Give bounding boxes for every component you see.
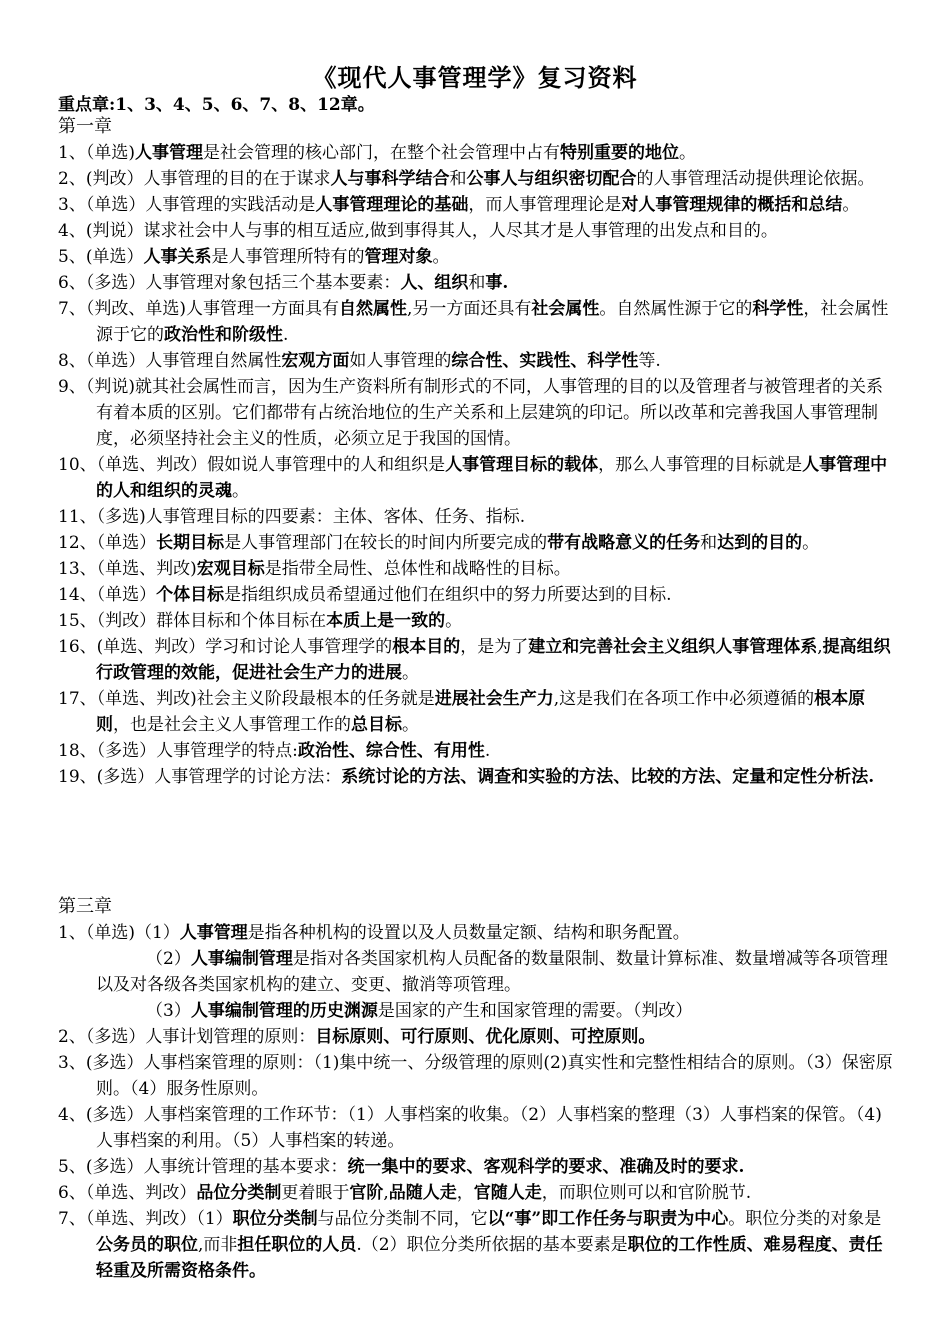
bold-key-term: 人、组织 xyxy=(400,273,469,293)
bold-key-term: 自然属性 xyxy=(338,299,407,319)
item-text: 10、（单选、判改）假如说人事管理中的人和组织是 xyxy=(58,455,446,475)
item-text: ,另一方面还具有 xyxy=(406,299,532,319)
bold-key-term: 人事管理目标的载体 xyxy=(445,455,599,475)
item-text: 5、(多选）人事统计管理的基本要求： xyxy=(58,1157,348,1177)
item-text: , xyxy=(383,1183,389,1203)
bold-key-term: 人与事科学结合 xyxy=(330,169,450,189)
review-item xyxy=(58,686,898,738)
item-text: 。职位分类的对象是 xyxy=(728,1209,882,1229)
bold-key-term: 以“事”即工作任务与职责为中心 xyxy=(487,1209,729,1229)
item-text: 是指带全局性、总体性和战略性的目标。 xyxy=(264,559,571,579)
review-item xyxy=(58,582,898,608)
review-item xyxy=(58,504,898,530)
item-text: 。 xyxy=(402,715,419,735)
bold-key-term: 人事管理 xyxy=(179,923,248,943)
item-text: 1、（单选) xyxy=(58,143,135,163)
review-item xyxy=(58,1206,898,1284)
item-text: , xyxy=(817,637,823,657)
chapter-3-items xyxy=(58,920,898,1284)
item-text: 2、（多选）人事计划管理的原则： xyxy=(58,1027,316,1047)
document-title: 《现代人事管理学》复习资料 xyxy=(312,63,638,92)
item-text: ，社会属性源于它的 xyxy=(96,299,889,345)
review-item xyxy=(58,530,898,556)
review-item xyxy=(58,920,898,946)
review-sub-item xyxy=(58,946,898,998)
item-text: 16、(单选、判改）学习和讨论人事管理学的 xyxy=(58,637,393,657)
bold-key-term: 建立和完善社会主义组织人事管理体系 xyxy=(528,637,818,657)
item-text: ，而人事管理理论是 xyxy=(468,195,622,215)
review-item xyxy=(58,166,898,192)
review-item xyxy=(58,1154,898,1180)
review-item xyxy=(58,1102,898,1154)
item-text: ，也是社会主义人事管理工作的 xyxy=(113,715,351,735)
bold-key-term: 人事编制管理 xyxy=(190,949,293,969)
bold-key-term: 公务员的职位 xyxy=(96,1235,198,1255)
item-text: 是指对各类国家机构人员配备的数量限制、数量计算标准、数量增减等各项管理以及对各级各类国家机构的建立、变更、撤消等项管理。 xyxy=(96,949,888,995)
item-text: 。 xyxy=(402,663,419,683)
item-text: 。 xyxy=(445,611,463,631)
bold-key-term: 政治性和阶级性 xyxy=(164,325,283,345)
review-item xyxy=(58,374,898,452)
review-item xyxy=(58,140,898,166)
item-text: 2、(判改）人事管理的目的在于谋求 xyxy=(58,169,331,189)
item-text: 3、（单选）人事管理的实践活动是 xyxy=(58,195,316,215)
item-text: 8、（单选）人事管理自然属性 xyxy=(58,351,282,371)
review-item xyxy=(58,218,898,244)
bold-key-term: 社会属性 xyxy=(531,299,600,319)
item-text: . xyxy=(283,325,289,345)
item-text: 1、（单选)（1） xyxy=(58,923,180,943)
review-sub-item xyxy=(58,998,898,1024)
item-text: 。 xyxy=(232,481,249,501)
bold-key-term: 人事编制管理的历史渊源 xyxy=(190,1001,378,1021)
bold-key-term: 目标原则、可行原则、优化原则、可控原则。 xyxy=(315,1027,656,1047)
item-text: 18、（多选）人事管理学的特点: xyxy=(58,741,298,761)
item-text: 12、（单选） xyxy=(58,533,157,553)
review-item xyxy=(58,1050,898,1102)
item-text: 等. xyxy=(638,351,661,371)
chapter-1-items xyxy=(58,140,898,790)
bold-key-term: 宏观目标 xyxy=(196,559,265,579)
bold-key-term: 品位分类制 xyxy=(196,1183,282,1203)
item-text: 是国家的产生和国家管理的需要。（判改） xyxy=(377,1001,693,1021)
bold-key-term: 总目标 xyxy=(351,715,402,735)
bold-key-term: 提高组织行政管理的效能，促进社会生产力的进展 xyxy=(96,637,891,683)
bold-key-term: 人事关系 xyxy=(143,247,212,267)
item-text: 是人事管理所特有的 xyxy=(211,247,365,267)
item-text: 7、（单选、判改）（1） xyxy=(58,1209,233,1229)
item-text: ，而职位则可以和官阶脱节. xyxy=(541,1183,752,1203)
review-item xyxy=(58,244,898,270)
item-text: .（2）职位分类所依据的基本要素是 xyxy=(356,1235,628,1255)
item-text: 3、(多选）人事档案管理的原则：（1)集中统一、分级管理的原则(2)真实性和完整性相结合的原则。（3）保密原则。（4）服务性原则。 xyxy=(58,1053,893,1099)
review-item xyxy=(58,738,898,764)
item-text: 6、（多选）人事管理对象包括三个基本要素： xyxy=(58,273,401,293)
bold-key-term: 官阶 xyxy=(349,1183,384,1203)
bold-key-term: 个体目标 xyxy=(156,585,225,605)
item-text: 是指组织成员希望通过他们在组织中的努力所要达到的目标. xyxy=(224,585,672,605)
item-text: 。 xyxy=(842,195,860,215)
review-item xyxy=(58,634,898,686)
bold-key-term: 本质上是一致的 xyxy=(326,611,446,631)
item-text: 15、（判改）群体目标和个体目标在 xyxy=(58,611,327,631)
item-text: 17、（单选、判改)社会主义阶段最根本的任务就是 xyxy=(58,689,435,709)
bold-key-term: 宏观方面 xyxy=(281,351,350,371)
bold-key-term: 管理对象 xyxy=(364,247,433,267)
bold-key-term: 品随人走 xyxy=(388,1183,457,1203)
item-text: 6、（单选、判改） xyxy=(58,1183,197,1203)
item-text: 19、(多选）人事管理学的讨论方法： xyxy=(58,767,342,787)
review-item xyxy=(58,764,898,790)
item-text: 更着眼于 xyxy=(281,1183,350,1203)
bold-key-term: 带有战略意义的任务 xyxy=(547,533,701,553)
item-text: 5、(单选） xyxy=(58,247,144,267)
bold-key-term: 担任职位的人员 xyxy=(237,1235,357,1255)
item-text: 7、（判改、单选)人事管理一方面具有 xyxy=(58,299,339,319)
item-text: 4、(判说）谋求社会中人与事的相互适应,做到事得其人，人尽其才是人事管理的出发点和目的。 xyxy=(58,221,778,241)
item-text: ，那么人事管理的目标就是 xyxy=(598,455,803,475)
key-chapters-note: 重点章:1、3、4、5、6、7、8、12章。 xyxy=(58,95,375,115)
bold-key-term: 综合性、实践性、科学性 xyxy=(451,351,639,371)
item-text: 11、（多选)人事管理目标的四要素：主体、客体、任务、指标. xyxy=(58,507,526,527)
review-item xyxy=(58,452,898,504)
chapter-heading: 第一章 xyxy=(58,116,112,137)
item-text: 是指各种机构的设置以及人员数量定额、结构和职务配置。 xyxy=(247,923,690,943)
review-item xyxy=(58,1024,898,1050)
bold-key-term: 人事管理理论的基础 xyxy=(315,195,469,215)
bold-key-term: 进展社会生产力 xyxy=(434,689,554,709)
item-text: 。 xyxy=(802,533,820,553)
item-text: 。 xyxy=(432,247,450,267)
item-text: 是人事管理部门在较长的时间内所要完成的 xyxy=(224,533,548,553)
bold-key-term: 达到的目的 xyxy=(717,533,803,553)
item-text: ,这是我们在各项工作中必须遵循的 xyxy=(553,689,815,709)
item-text: 和 xyxy=(700,533,718,553)
bold-key-term: 长期目标 xyxy=(156,533,225,553)
bold-key-term: 事. xyxy=(485,273,509,293)
item-text: 13、（单选、判改) xyxy=(58,559,197,579)
item-text: ,而非 xyxy=(198,1235,238,1255)
bold-key-term: 根本原则 xyxy=(96,689,866,735)
item-text: 14、（单选） xyxy=(58,585,157,605)
bold-key-term: 科学性 xyxy=(752,299,804,319)
bold-key-term: 职位的工作性质、难易程度、责任轻重及所需资格条件。 xyxy=(96,1235,883,1281)
review-item xyxy=(58,1180,898,1206)
item-text: ，是为了 xyxy=(460,637,529,657)
item-text: 。自然属性源于它的 xyxy=(599,299,753,319)
bold-key-term: 根本目的 xyxy=(392,637,461,657)
review-item xyxy=(58,348,898,374)
item-text: 的人事管理活动提供理论依据。 xyxy=(636,169,875,189)
bold-key-term: 人事管理 xyxy=(134,143,203,163)
bold-key-term: 官随人走 xyxy=(473,1183,542,1203)
item-text: 如人事管理的 xyxy=(349,351,452,371)
bold-key-term: 系统讨论的方法、调查和实验的方法、比较的方法、定量和定性分析法. xyxy=(341,767,875,787)
chapter-1-section xyxy=(58,114,898,790)
item-text: 是社会管理的核心部门，在整个社会管理中占有 xyxy=(202,143,560,163)
chapter-3-section xyxy=(58,894,898,1284)
item-text: ， xyxy=(456,1183,474,1203)
bold-key-term: 政治性、综合性、有用性 xyxy=(297,741,485,761)
item-text: 9、（判说)就其社会属性而言，因为生产资料所有制形式的不同，人事管理的目的以及管理者与被管理者的关系有着本质的区别。它们都带有占统治地位的生产关系和上层建筑的印记。所以改革和完善我国人事管理制度，必须坚持社会主义的性质，必须立足于我国的国情。 xyxy=(58,377,883,449)
item-text: . xyxy=(484,741,491,761)
bold-key-term: 对人事管理规律的概括和总结 xyxy=(621,195,843,215)
bold-key-term: 公事人与组织密切配合 xyxy=(466,169,637,189)
item-text: （3） xyxy=(146,1001,191,1021)
chapter-heading: 第三章 xyxy=(58,896,112,917)
item-text: 4、(多选）人事档案管理的工作环节：（1）人事档案的收集。（2）人事档案的整理（3）人事档案的保管。（4)人事档案的利用。（5）人事档案的转递。 xyxy=(58,1105,882,1151)
review-item xyxy=(58,608,898,634)
item-text: 。 xyxy=(678,143,696,163)
item-text: 和 xyxy=(449,169,467,189)
bold-key-term: 人事管理中的人和组织的灵魂 xyxy=(96,455,888,501)
review-item xyxy=(58,270,898,296)
item-text: 与品位分类制不同，它 xyxy=(317,1209,488,1229)
item-text: 和 xyxy=(468,273,486,293)
review-item xyxy=(58,556,898,582)
item-text: （2） xyxy=(146,949,191,969)
bold-key-term: 特别重要的地位 xyxy=(559,143,679,163)
bold-key-term: 统一集中的要求、客观科学的要求、准确及时的要求. xyxy=(347,1157,745,1177)
bold-key-term: 职位分类制 xyxy=(232,1209,318,1229)
review-item xyxy=(58,192,898,218)
review-item xyxy=(58,296,898,348)
